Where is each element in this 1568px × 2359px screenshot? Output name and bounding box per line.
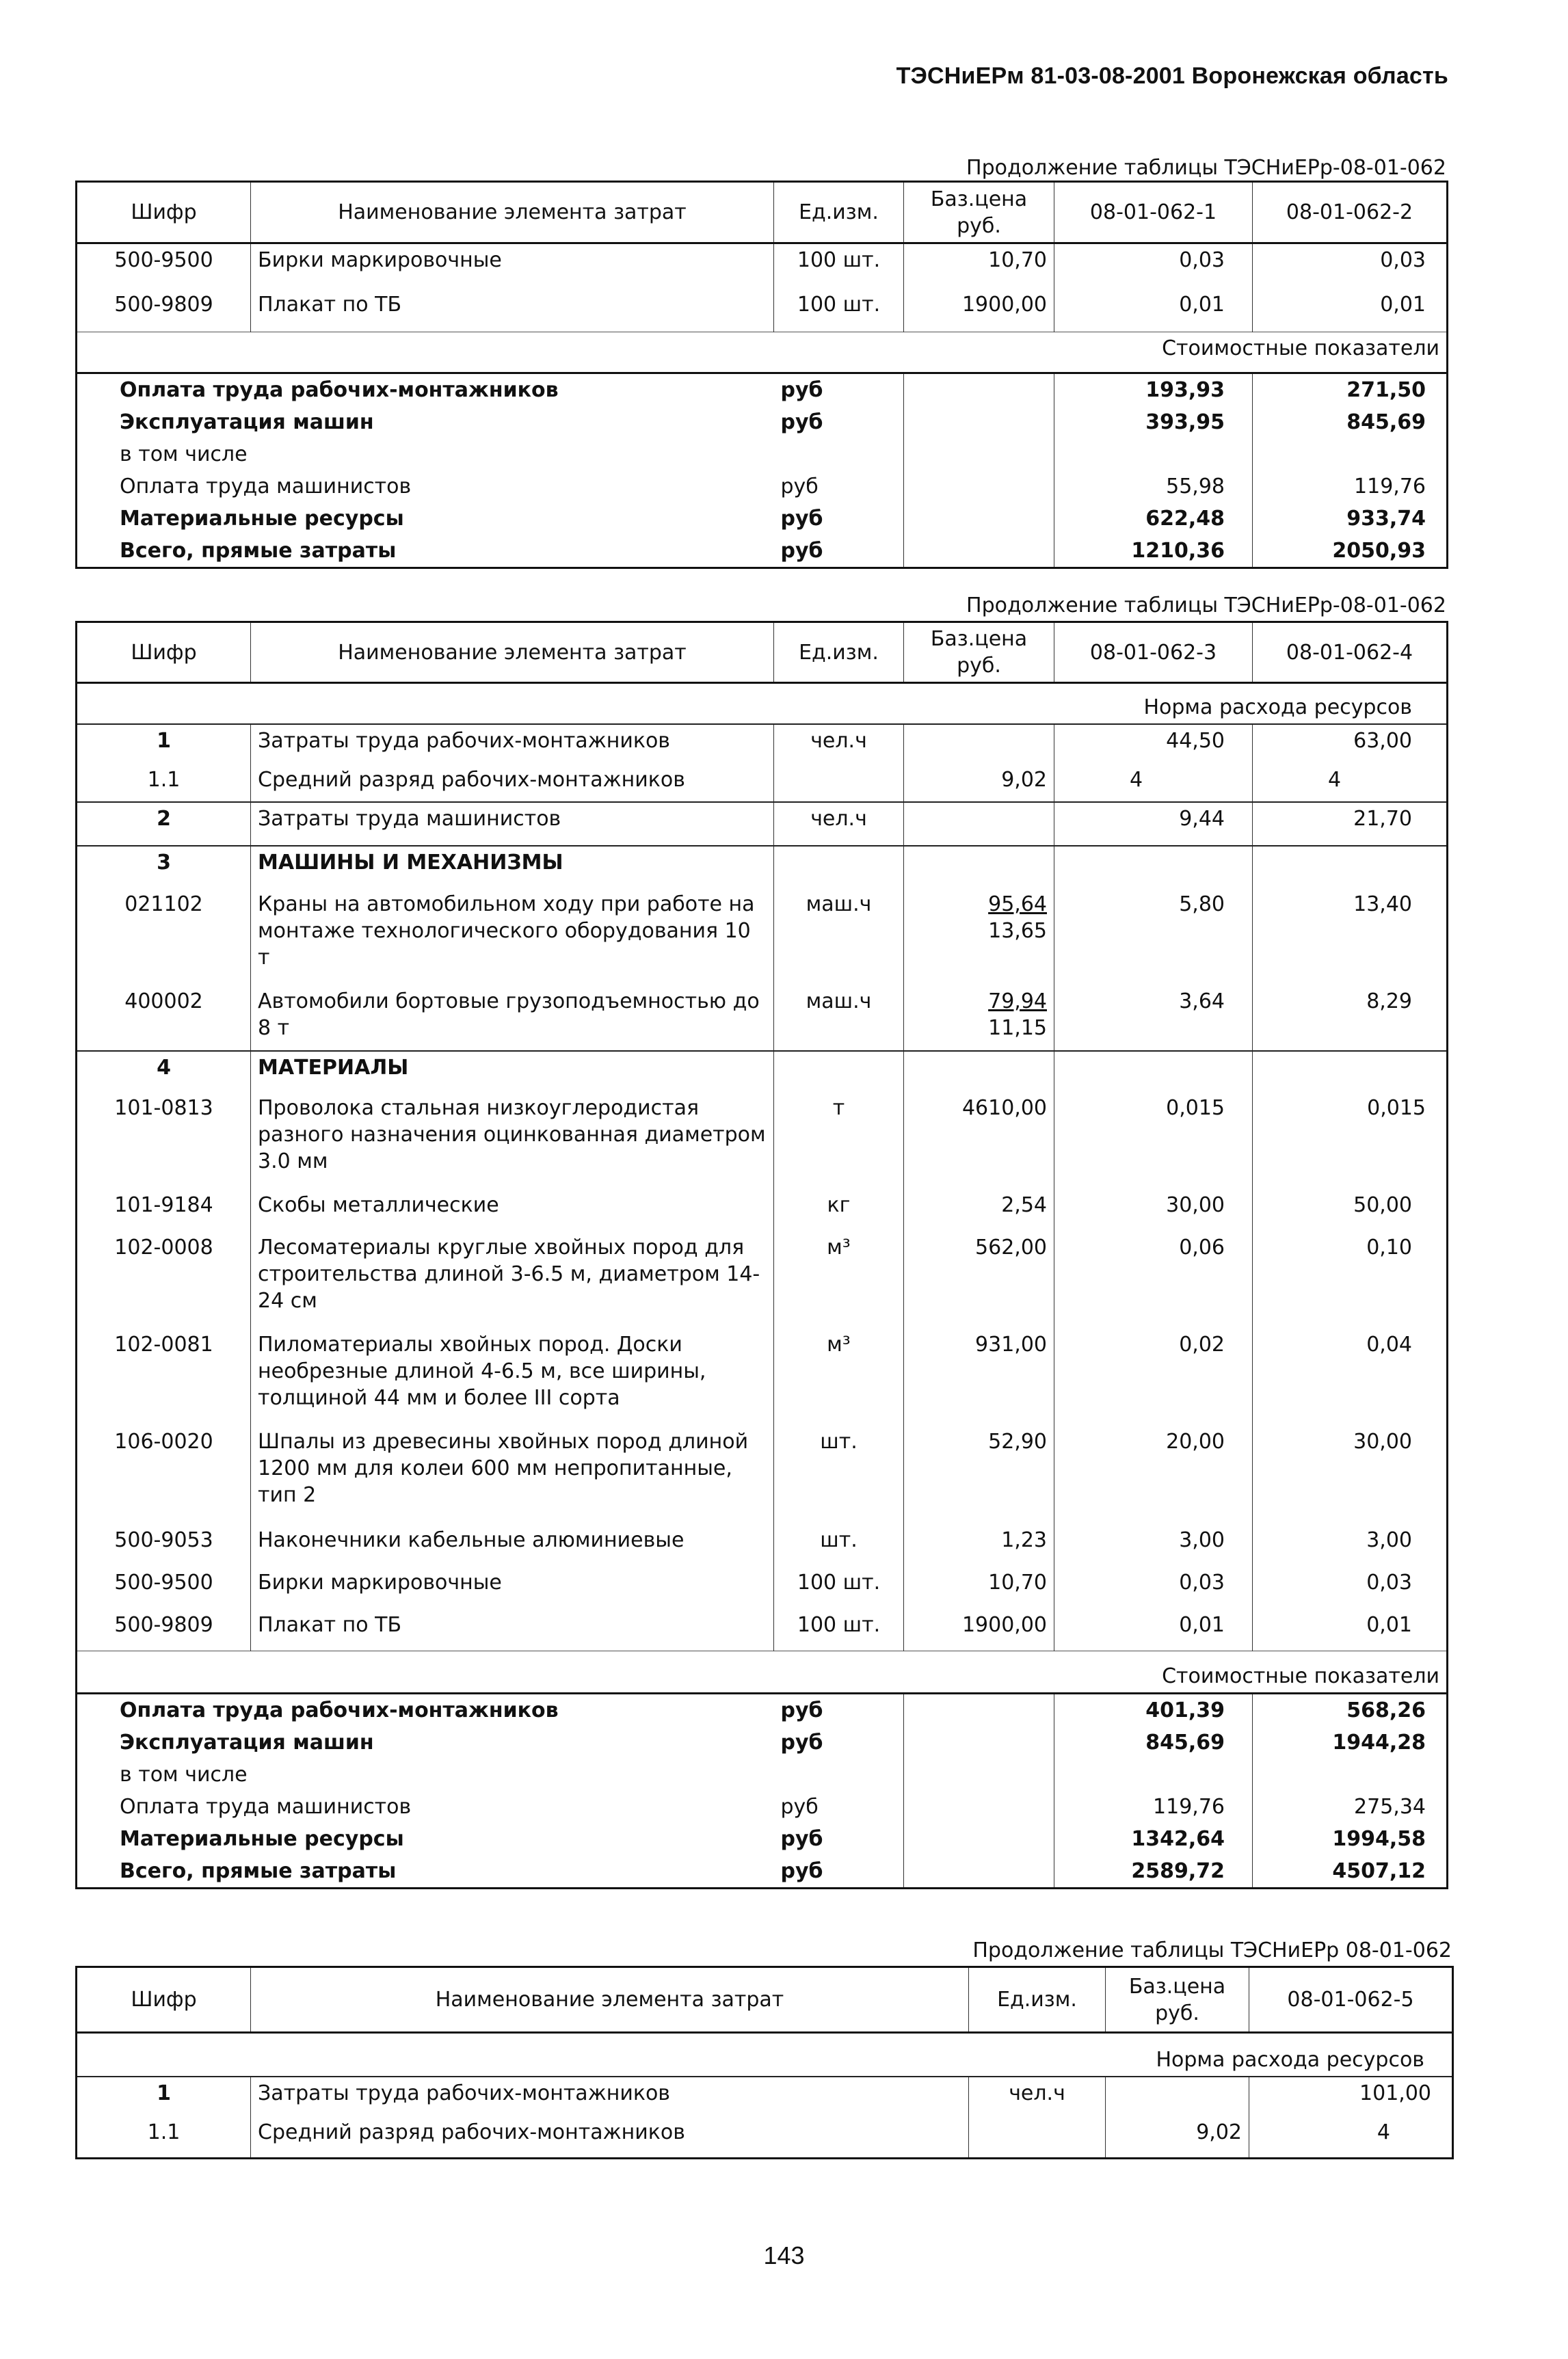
total-rate-2: 271,50 xyxy=(1346,378,1426,402)
total-label: Оплата труда машинистов xyxy=(120,1795,412,1819)
row-rate-2: 0,01 xyxy=(1380,292,1426,317)
row-rate-1: 20,00 xyxy=(1054,1426,1253,1524)
row-name: Средний разряд рабочих-монтажников xyxy=(251,2116,969,2159)
row-unit xyxy=(774,1051,904,1092)
total-price xyxy=(904,1727,1054,1759)
total-price xyxy=(904,1855,1054,1889)
total-row xyxy=(77,1855,1448,1889)
total-label: Оплата труда рабочих-монтажников xyxy=(120,1698,559,1722)
total-rate-1: 2589,72 xyxy=(1054,1855,1253,1889)
row-rate-1: 3,00 xyxy=(1054,1524,1253,1567)
total-rate-1: 193,93 xyxy=(1054,373,1253,407)
col-unit-header: Ед.изм. xyxy=(774,622,904,683)
row-rate-1: 4 xyxy=(1377,2120,1390,2144)
row-unit: чел.ч xyxy=(774,802,904,846)
col-code-header: Шифр xyxy=(77,182,251,243)
row-code: 500-9500 xyxy=(77,1567,251,1609)
row-name: Затраты труда рабочих-монтажников xyxy=(251,724,774,764)
table-row xyxy=(77,1231,1448,1329)
row-code: 106-0020 xyxy=(77,1426,251,1524)
total-rate-2 xyxy=(1253,1759,1448,1791)
estimate-table-3 xyxy=(75,1966,1454,2159)
total-row xyxy=(77,373,1448,407)
table-row xyxy=(77,1189,1448,1231)
total-rate-1: 1210,36 xyxy=(1054,535,1253,568)
table-row xyxy=(77,2116,1453,2159)
total-price xyxy=(904,1823,1054,1855)
row-rate-1: 44,50 xyxy=(1054,724,1253,764)
total-unit xyxy=(774,1759,904,1791)
estimate-table-2 xyxy=(75,621,1448,1889)
total-rate-2: 568,26 xyxy=(1346,1698,1426,1722)
row-rate-2: 8,29 xyxy=(1366,989,1412,1013)
col-unit-header: Ед.изм. xyxy=(969,1967,1106,2033)
cost-indicators-label: Стоимостные показатели xyxy=(77,332,1448,373)
estimate-table-1 xyxy=(75,181,1448,569)
row-code: 500-9809 xyxy=(77,289,251,332)
col-code-header: Шифр xyxy=(77,622,251,683)
row-price: 10,70 xyxy=(904,1567,1054,1609)
row-unit xyxy=(774,846,904,888)
total-row xyxy=(77,438,1448,470)
row-rate-1: 9,44 xyxy=(1054,802,1253,846)
col-code-header: Шифр xyxy=(77,1967,251,2033)
row-unit: м³ xyxy=(774,1231,904,1329)
table-row xyxy=(77,289,1448,332)
row-rate-2: 3,00 xyxy=(1366,1528,1412,1552)
row-rate-1 xyxy=(1054,846,1253,888)
row-price: 9,02 xyxy=(904,764,1054,802)
price-machinist: 13,65 xyxy=(988,918,1047,943)
row-unit: шт. xyxy=(774,1524,904,1567)
col-rate-1-header: 08-01-062-1 xyxy=(1054,182,1253,243)
section-title: МАТЕРИАЛЫ xyxy=(251,1051,774,1092)
total-price xyxy=(904,503,1054,535)
col-price-header: Баз.цена руб. xyxy=(904,622,1054,683)
total-unit: руб xyxy=(774,1855,904,1889)
total-unit: руб xyxy=(774,535,904,568)
row-price: 52,90 xyxy=(904,1426,1054,1524)
col-rate-1-header: 08-01-062-3 xyxy=(1054,622,1253,683)
total-rate-1: 393,95 xyxy=(1054,406,1253,438)
total-row xyxy=(77,1694,1448,1727)
row-rate-1: 101,00 xyxy=(1359,2081,1431,2105)
price-machinist: 11,15 xyxy=(988,1015,1047,1040)
table-row xyxy=(77,1426,1448,1524)
row-name: Наконечники кабельные алюминиевые xyxy=(251,1524,774,1567)
total-label: в том числе xyxy=(120,442,248,466)
col-name-header: Наименование элемента затрат xyxy=(251,1967,969,2033)
col-rate-2-header: 08-01-062-4 xyxy=(1253,622,1448,683)
row-code: 102-0008 xyxy=(77,1231,251,1329)
total-price xyxy=(904,470,1054,503)
row-unit xyxy=(774,764,904,802)
total-row xyxy=(77,1727,1448,1759)
row-unit xyxy=(969,2116,1106,2159)
total-label: Материальные ресурсы xyxy=(120,507,404,531)
row-rate-1: 0,03 xyxy=(1054,1567,1253,1609)
total-price xyxy=(904,1694,1054,1727)
total-label: Материальные ресурсы xyxy=(120,1827,404,1851)
row-rate-1: 0,03 xyxy=(1054,243,1253,289)
row-price: 1900,00 xyxy=(904,289,1054,332)
row-price xyxy=(1106,2077,1249,2116)
row-name: Краны на автомобильном ходу при работе на монтаже технологического оборудования 10 т xyxy=(251,888,774,985)
table-row xyxy=(77,724,1448,764)
col-rate-1-header: 08-01-062-5 xyxy=(1249,1967,1453,2033)
row-code: 1.1 xyxy=(77,764,251,802)
total-row xyxy=(77,1791,1448,1823)
row-unit: шт. xyxy=(774,1426,904,1524)
table-row xyxy=(77,2077,1453,2116)
price-value: 79,94 xyxy=(988,989,1047,1013)
row-price xyxy=(904,888,1054,985)
table-row xyxy=(77,1567,1448,1609)
row-rate-1: 0,01 xyxy=(1054,289,1253,332)
row-code: 021102 xyxy=(77,888,251,985)
cost-indicators-row xyxy=(77,332,1448,373)
total-unit: руб xyxy=(774,1791,904,1823)
row-name: Проволока стальная низкоуглеродистая разного назначения оцинкованная диаметром 3.0 мм xyxy=(251,1092,774,1189)
total-row xyxy=(77,503,1448,535)
total-row xyxy=(77,406,1448,438)
row-rate-1: 4 xyxy=(1054,764,1253,802)
section-title: МАШИНЫ И МЕХАНИЗМЫ xyxy=(251,846,774,888)
total-row xyxy=(77,1759,1448,1791)
table-row xyxy=(77,888,1448,985)
page-number: 143 xyxy=(763,2241,805,2269)
row-unit: чел.ч xyxy=(969,2077,1106,2116)
total-rate-2: 119,76 xyxy=(1354,475,1426,498)
row-price xyxy=(904,802,1054,846)
row-rate-1: 0,06 xyxy=(1054,1231,1253,1329)
total-rate-2: 275,34 xyxy=(1354,1795,1426,1819)
total-unit: руб xyxy=(774,503,904,535)
row-price xyxy=(904,846,1054,888)
row-code: 2 xyxy=(77,802,251,846)
total-rate-2: 4507,12 xyxy=(1332,1859,1426,1883)
col-unit-header: Ед.изм. xyxy=(774,182,904,243)
norm-label: Норма расхода ресурсов xyxy=(77,2033,1453,2077)
row-code: 1.1 xyxy=(77,2116,251,2159)
table-caption: Продолжение таблицы ТЭСНиЕРр 08-01-062 xyxy=(972,1938,1452,1962)
row-unit: 100 шт. xyxy=(774,1567,904,1609)
row-rate-1 xyxy=(1054,1051,1253,1092)
row-price: 1,23 xyxy=(904,1524,1054,1567)
row-price: 10,70 xyxy=(904,243,1054,289)
row-rate-2: 0,10 xyxy=(1366,1235,1412,1260)
total-label: Эксплуатация машин xyxy=(120,1731,374,1755)
table-row xyxy=(77,243,1448,289)
row-rate-2 xyxy=(1253,846,1448,888)
row-unit: 100 шт. xyxy=(774,289,904,332)
col-price-header: Баз.цена руб. xyxy=(1106,1967,1249,2033)
total-label: Оплата труда машинистов xyxy=(120,475,412,498)
total-rate-2: 845,69 xyxy=(1346,410,1426,434)
block-2 xyxy=(75,594,1446,1937)
total-unit: руб xyxy=(774,1823,904,1855)
row-unit: кг xyxy=(774,1189,904,1231)
total-rate-1: 622,48 xyxy=(1054,503,1253,535)
row-rate-2: 0,01 xyxy=(1366,1612,1412,1637)
total-unit xyxy=(774,438,904,470)
total-rate-1 xyxy=(1054,1759,1253,1791)
row-rate-2: 63,00 xyxy=(1353,728,1412,753)
row-rate-1: 3,64 xyxy=(1054,985,1253,1051)
row-rate-1: 30,00 xyxy=(1054,1189,1253,1231)
row-unit: м³ xyxy=(774,1329,904,1426)
row-rate-2 xyxy=(1253,1051,1448,1092)
row-price xyxy=(904,724,1054,764)
table-row xyxy=(77,1524,1448,1567)
total-unit: руб xyxy=(774,406,904,438)
norm-label: Норма расхода ресурсов xyxy=(77,683,1448,724)
total-rate-2: 933,74 xyxy=(1346,507,1426,531)
table-caption: Продолжение таблицы ТЭСНиЕРр-08-01-062 xyxy=(966,594,1446,617)
row-price: 4610,00 xyxy=(904,1092,1054,1189)
row-rate-2: 21,70 xyxy=(1253,802,1448,846)
row-price: 1900,00 xyxy=(904,1609,1054,1651)
row-name: Плакат по ТБ xyxy=(251,289,774,332)
block-3 xyxy=(75,1938,1452,2171)
row-name: Лесоматериалы круглые хвойных пород для строительства длиной 3-6.5 м, диаметром 14-24 см xyxy=(251,1231,774,1329)
total-price xyxy=(904,438,1054,470)
row-code: 102-0081 xyxy=(77,1329,251,1426)
table-row xyxy=(77,802,1448,846)
row-price: 9,02 xyxy=(1106,2116,1249,2159)
row-name: Затраты труда машинистов xyxy=(251,802,774,846)
row-rate-2: 30,00 xyxy=(1353,1429,1412,1454)
row-code: 3 xyxy=(77,846,251,888)
row-rate-2: 4 xyxy=(1328,767,1342,792)
row-unit: 100 шт. xyxy=(774,1609,904,1651)
row-name: Бирки маркировочные xyxy=(251,1567,774,1609)
row-unit: т xyxy=(774,1092,904,1189)
row-unit: маш.ч xyxy=(774,985,904,1051)
row-name: Средний разряд рабочих-монтажников xyxy=(251,764,774,802)
row-name: Плакат по ТБ xyxy=(251,1609,774,1651)
table-row xyxy=(77,764,1448,802)
row-rate-1: 0,01 xyxy=(1054,1609,1253,1651)
col-name-header: Наименование элемента затрат xyxy=(251,622,774,683)
row-code: 500-9500 xyxy=(77,243,251,289)
section-row xyxy=(77,846,1448,888)
total-label: Всего, прямые затраты xyxy=(120,1859,397,1883)
price-value: 95,64 xyxy=(988,892,1047,916)
row-unit: чел.ч xyxy=(774,724,904,764)
total-price xyxy=(904,406,1054,438)
row-rate-2: 0,03 xyxy=(1366,1570,1412,1595)
row-code: 1 xyxy=(77,2077,251,2116)
row-name: Автомобили бортовые грузоподъемностью до 8 т xyxy=(251,985,774,1051)
row-price: 931,00 xyxy=(904,1329,1054,1426)
row-unit: маш.ч xyxy=(774,888,904,985)
table-caption: Продолжение таблицы ТЭСНиЕРр-08-01-062 xyxy=(966,156,1446,180)
total-rate-1: 845,69 xyxy=(1054,1727,1253,1759)
total-price xyxy=(904,373,1054,407)
total-rate-1: 119,76 xyxy=(1054,1791,1253,1823)
col-rate-2-header: 08-01-062-2 xyxy=(1253,182,1448,243)
row-code: 101-0813 xyxy=(77,1092,251,1189)
row-rate-2: 13,40 xyxy=(1353,892,1412,916)
row-rate-1: 0,02 xyxy=(1054,1329,1253,1426)
col-name-header: Наименование элемента затрат xyxy=(251,182,774,243)
total-rate-1 xyxy=(1054,438,1253,470)
row-code: 400002 xyxy=(77,985,251,1051)
row-code: 1 xyxy=(77,724,251,764)
total-rate-2: 1944,28 xyxy=(1332,1731,1426,1755)
table-row xyxy=(77,985,1448,1051)
row-rate-2: 0,04 xyxy=(1366,1332,1412,1357)
total-unit: руб xyxy=(774,1727,904,1759)
total-price xyxy=(904,1759,1054,1791)
table-row xyxy=(77,1329,1448,1426)
total-unit: руб xyxy=(774,1694,904,1727)
row-name: Бирки маркировочные xyxy=(251,243,774,289)
norm-row xyxy=(77,683,1448,724)
row-rate-1: 5,80 xyxy=(1054,888,1253,985)
table-row xyxy=(77,1092,1448,1189)
total-price xyxy=(904,535,1054,568)
total-label: Эксплуатация машин xyxy=(120,410,374,434)
table-row xyxy=(77,1609,1448,1651)
row-rate-2: 0,03 xyxy=(1380,248,1426,272)
row-price: 2,54 xyxy=(904,1189,1054,1231)
row-name: Скобы металлические xyxy=(251,1189,774,1231)
row-code: 500-9809 xyxy=(77,1609,251,1651)
row-rate-2: 0,015 xyxy=(1367,1095,1426,1120)
row-name: Затраты труда рабочих-монтажников xyxy=(251,2077,969,2116)
row-rate-1: 0,015 xyxy=(1054,1092,1253,1189)
row-name: Шпалы из древесины хвойных пород длиной 1200 мм для колеи 600 мм непропитанные, тип 2 xyxy=(251,1426,774,1524)
block-1 xyxy=(75,156,1446,576)
norm-row xyxy=(77,2033,1453,2077)
row-name: Пиломатериалы хвойных пород. Доски необрезные длиной 4-6.5 м, все ширины, толщиной 44 мм и более III сорта xyxy=(251,1329,774,1426)
section-row xyxy=(77,1051,1448,1092)
total-rate-1: 1342,64 xyxy=(1054,1823,1253,1855)
total-rate-1: 401,39 xyxy=(1054,1694,1253,1727)
row-unit: 100 шт. xyxy=(774,243,904,289)
total-unit: руб xyxy=(774,373,904,407)
total-rate-1: 55,98 xyxy=(1054,470,1253,503)
total-row xyxy=(77,470,1448,503)
col-price-header: Баз.цена руб. xyxy=(904,182,1054,243)
total-label: Всего, прямые затраты xyxy=(120,539,397,563)
row-code: 500-9053 xyxy=(77,1524,251,1567)
total-rate-2: 1994,58 xyxy=(1332,1827,1426,1851)
page-header: ТЭСНиЕРм 81-03-08-2001 Воронежская область xyxy=(896,63,1448,89)
row-price xyxy=(904,985,1054,1051)
total-row xyxy=(77,1823,1448,1855)
cost-indicators-label: Стоимостные показатели xyxy=(77,1651,1448,1694)
total-price xyxy=(904,1791,1054,1823)
total-row xyxy=(77,535,1448,568)
row-price xyxy=(904,1051,1054,1092)
row-rate-2: 50,00 xyxy=(1353,1192,1412,1217)
total-rate-2 xyxy=(1253,438,1448,470)
total-label: в том числе xyxy=(120,1763,248,1787)
total-label: Оплата труда рабочих-монтажников xyxy=(120,378,559,402)
total-unit: руб xyxy=(774,470,904,503)
row-code: 101-9184 xyxy=(77,1189,251,1231)
cost-indicators-row xyxy=(77,1651,1448,1694)
row-code: 4 xyxy=(77,1051,251,1092)
total-rate-2: 2050,93 xyxy=(1332,539,1426,563)
row-price: 562,00 xyxy=(904,1231,1054,1329)
